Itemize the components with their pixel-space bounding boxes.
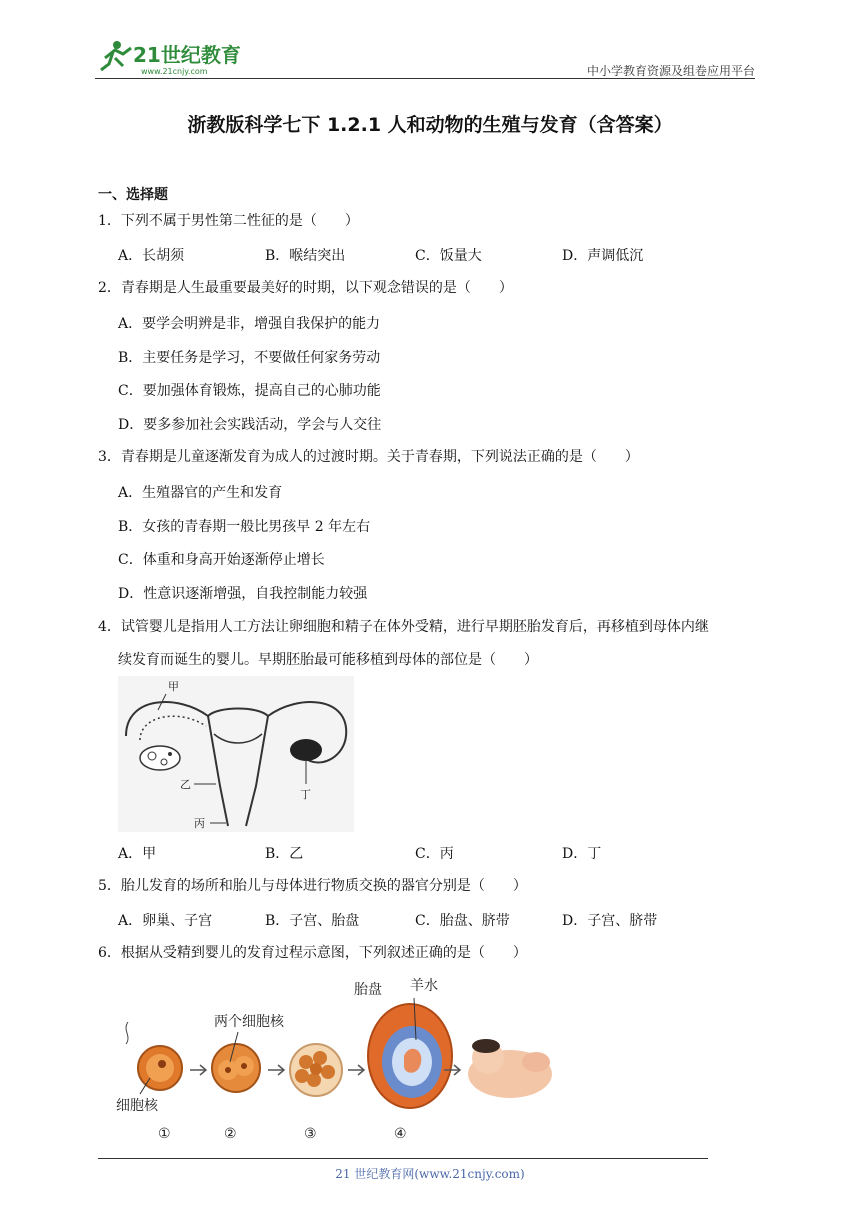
logo-text: 21世纪教育 xyxy=(133,43,241,67)
question-text: 根据从受精到婴儿的发育过程示意图，下列叙述正确的是（ ） xyxy=(120,945,527,961)
question-text: 下列不属于男性第二性征的是（ ） xyxy=(120,213,359,229)
option[interactable]: D．声调低沉 xyxy=(562,248,644,264)
option[interactable]: A．卵巢、子宫 xyxy=(118,913,213,929)
question-number: 5． xyxy=(98,878,121,894)
label-placenta: 胎盘 xyxy=(354,982,382,998)
figure-label-jia: 甲 xyxy=(168,680,179,693)
footer-text[interactable]: 21 世纪教育网(www.21cnjy.com) xyxy=(335,1167,525,1181)
step-3: ③ xyxy=(304,1126,317,1142)
option[interactable]: B．子宫、胎盘 xyxy=(265,913,360,929)
question-text-continued: 续发育而诞生的婴儿。早期胚胎最可能移植到母体的部位是（ ） xyxy=(118,652,538,668)
option[interactable]: D．性意识逐渐增强，自我控制能力较强 xyxy=(118,586,368,602)
platform-label: 中小学教育资源及组卷应用平台 xyxy=(586,64,755,78)
question-3 xyxy=(98,447,639,467)
question-text: 青春期是儿童逐渐发育为成人的过渡时期。关于青春期，下列说法正确的是（ ） xyxy=(120,449,639,465)
question-6 xyxy=(98,943,527,963)
question-1 xyxy=(98,211,359,231)
option[interactable]: C．胎盘、脐带 xyxy=(415,913,510,929)
section-heading: 一、选择题 xyxy=(98,187,168,203)
question-number: 2． xyxy=(98,280,121,296)
option[interactable]: A．生殖器官的产生和发育 xyxy=(118,485,283,501)
option[interactable]: D．要多参加社会实践活动，学会与人交往 xyxy=(118,417,382,433)
option[interactable]: B．主要任务是学习，不要做任何家务劳动 xyxy=(118,350,381,366)
question-number: 1． xyxy=(98,213,121,229)
question-text: 青春期是人生最重要最美好的时期，以下观念错误的是（ ） xyxy=(120,280,513,296)
option[interactable]: C．饭量大 xyxy=(415,248,482,264)
option[interactable]: C．丙 xyxy=(415,846,454,862)
question-number: 4． xyxy=(98,619,121,635)
question-2 xyxy=(98,278,513,298)
option[interactable]: D．丁 xyxy=(562,846,602,862)
question-text: 胎儿发育的场所和胎儿与母体进行物质交换的器官分别是（ ） xyxy=(120,878,527,894)
step-4: ④ xyxy=(394,1126,407,1142)
option[interactable]: B．女孩的青春期一般比男孩早 2 年左右 xyxy=(118,519,371,535)
label-nucleus: 细胞核 xyxy=(116,1098,158,1114)
logo xyxy=(95,36,265,78)
step-2: ② xyxy=(224,1126,237,1142)
uterus-diagram xyxy=(118,676,354,832)
question-number: 6． xyxy=(98,945,121,961)
option[interactable]: D．子宫、脐带 xyxy=(562,913,658,929)
option[interactable]: A．要学会明辨是非，增强自我保护的能力 xyxy=(118,316,381,332)
option[interactable]: A．长胡须 xyxy=(118,248,185,264)
header-divider xyxy=(95,78,755,79)
option[interactable]: A．甲 xyxy=(118,846,157,862)
figure-label-ding: 丁 xyxy=(300,788,311,801)
question-number: 3． xyxy=(98,449,121,465)
option[interactable]: B．喉结突出 xyxy=(265,248,346,264)
option[interactable]: B．乙 xyxy=(265,846,304,862)
logo-url: www.21cnjy.com xyxy=(141,67,208,76)
figure-label-bing: 丙 xyxy=(194,817,205,830)
question-4 xyxy=(98,617,709,637)
option[interactable]: C．要加强体育锻炼，提高自己的心肺功能 xyxy=(118,383,381,399)
label-two-nuclei: 两个细胞核 xyxy=(214,1014,284,1030)
page-title: 浙教版科学七下 1.2.1 人和动物的生殖与发育（含答案） xyxy=(187,114,673,136)
development-diagram xyxy=(110,970,570,1145)
footer-divider xyxy=(98,1158,708,1159)
question-text: 试管婴儿是指用人工方法让卵细胞和精子在体外受精，进行早期胚胎发育后，再移植到母体内继 xyxy=(120,619,709,635)
step-1: ① xyxy=(158,1126,171,1142)
label-amniotic-fluid: 羊水 xyxy=(410,978,438,994)
figure-label-yi: 乙 xyxy=(180,778,191,791)
question-5 xyxy=(98,876,527,896)
option[interactable]: C．体重和身高开始逐渐停止增长 xyxy=(118,552,325,568)
